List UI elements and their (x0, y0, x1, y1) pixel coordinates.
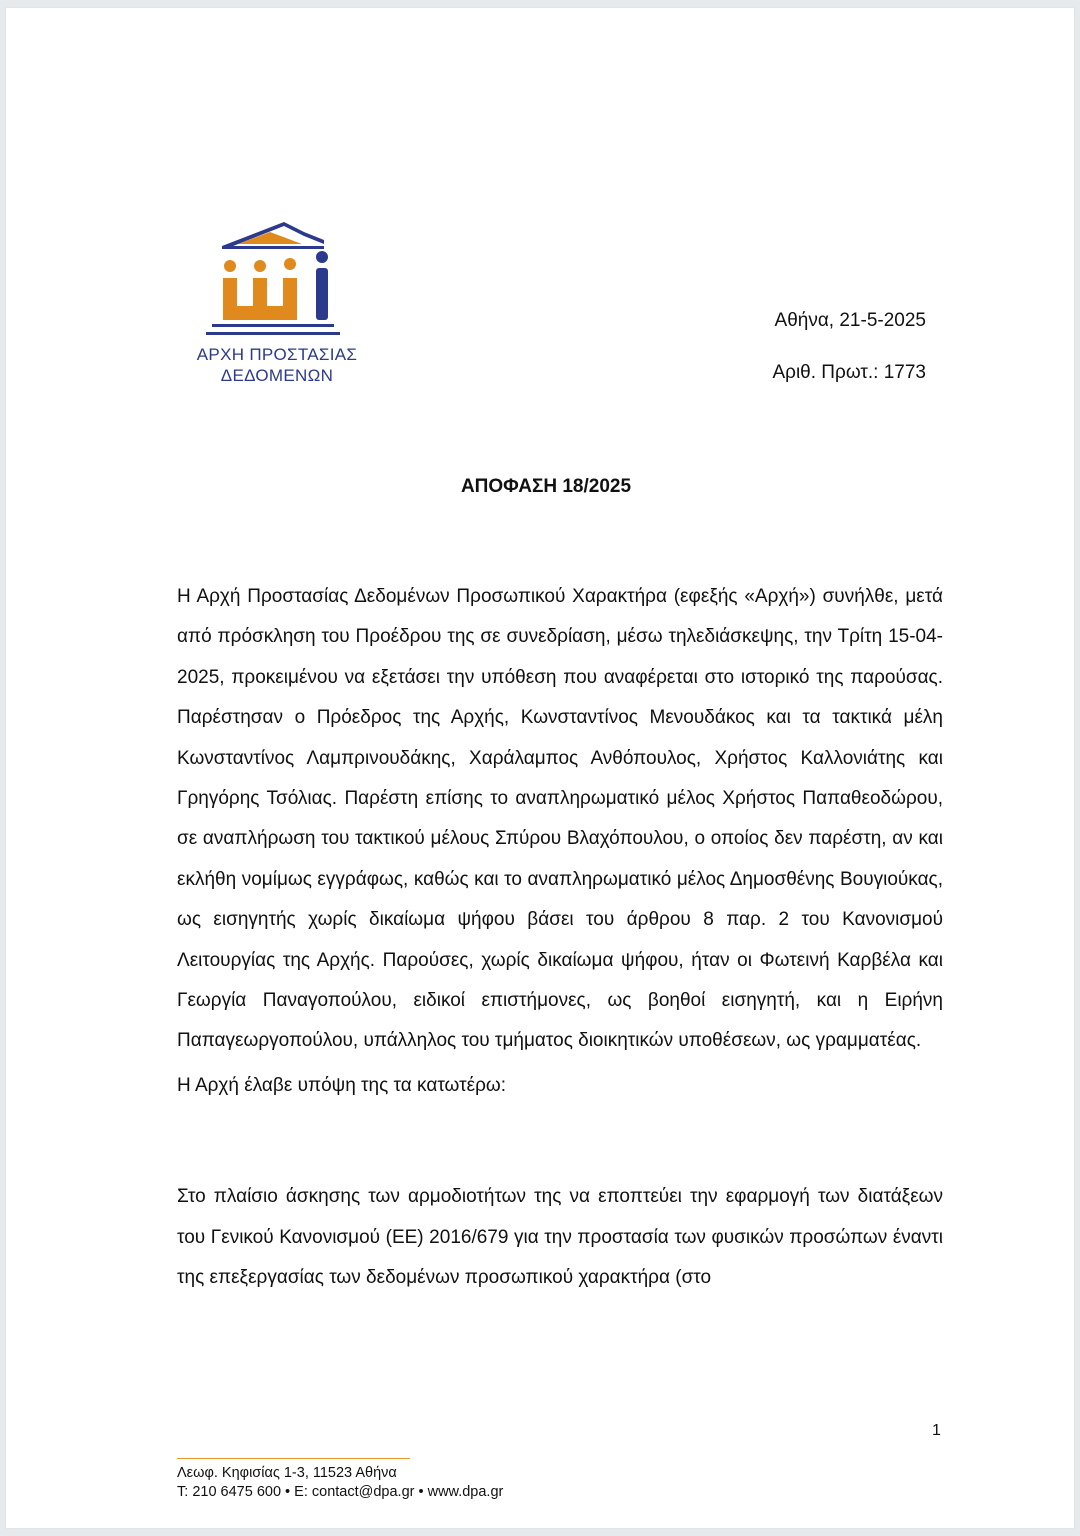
document-page (6, 8, 1074, 1528)
temple-logo-icon (204, 216, 352, 340)
logo-text-line1: ΑΡΧΗ ΠΡΟΣΤΑΣΙΑΣ (196, 345, 358, 364)
document-date: Αθήνα, 21-5-2025 (774, 310, 926, 331)
document-body (177, 577, 943, 1299)
paragraph-intro: Η Αρχή Προστασίας Δεδομένων Προσωπικού Χαρακτήρα (εφεξής «Αρχή») συνήλθε, μετά από πρόσκληση του Προέδρου της σε συνεδρίαση, μέσω τηλεδιάσκεψης, την Τρίτη 15-04-2025, προκειμένου να εξετάσει την υπόθεση που αναφέρεται στο ιστορικό της παρούσας. Παρέστησαν ο Πρόεδρος της Αρχής, Κωνσταντίνος Μενουδάκος και τα τακτικά μέλη Κωνσταντίνος Λαμπρινουδάκης, Χαράλαμπος Ανθόπουλος, Χρήστος Καλλονιάτης και Γρηγόρης Τσόλιας. Παρέστη επίσης το αναπληρωματικό μέλος Χρήστος Παπαθεοδώρου, σε αναπλήρωση του τακτικού μέλους Σπύρου Βλαχόπουλου, ο οποίος δεν παρέστη, αν και εκλήθη νομίμως εγγράφως, καθώς και το αναπληρωματικό μέλος Δημοσθένης Βουγιούκας, ως εισηγητής χωρίς δικαίωμα ψήφου βάσει του άρθρου 8 παρ. 2 του Κανονισμού Λειτουργίας της Αρχής. Παρούσες, χωρίς δικαίωμα ψήφου, ήταν οι Φωτεινή Καρβέλα και Γεωργία Παναγοπούλου, ειδικοί επιστήμονες, ως βοηθοί εισηγητή, και η Ειρήνη Παπαγεωργοπούλου, υπάλληλος του τμήματος διοικητικών υποθέσεων, ως γραμματέας. (177, 586, 943, 1052)
paragraph-considered: Η Αρχή έλαβε υπόψη της τα κατωτέρω: (177, 1074, 507, 1096)
footer-address: Λεωφ. Κηφισίας 1-3, 11523 Αθήνα (177, 1465, 397, 1481)
paragraph-context: Στο πλαίσιο άσκησης των αρμοδιοτήτων της να εποπτεύει την εφαρμογή των διατάξεων του Γενικού Κανονισμού (ΕΕ) 2016/679 για την προστασία των φυσικών προσώπων έναντι της επεξεργασίας των δεδομένων προσωπικού χαρακτήρα (στο (177, 1186, 943, 1289)
protocol-number: Αριθ. Πρωτ.: 1773 (772, 362, 926, 383)
logo-text-line2: ΔΕΔΟΜΕΝΩΝ (220, 366, 334, 385)
footer-divider (177, 1458, 410, 1459)
footer-contact: Τ: 210 6475 600 • E: contact@dpa.gr • www.dpa.gr (177, 1484, 504, 1500)
page-number: 1 (932, 1422, 941, 1439)
authority-logo (182, 216, 372, 386)
decision-title: ΑΠΟΦΑΣΗ 18/2025 (460, 476, 632, 497)
